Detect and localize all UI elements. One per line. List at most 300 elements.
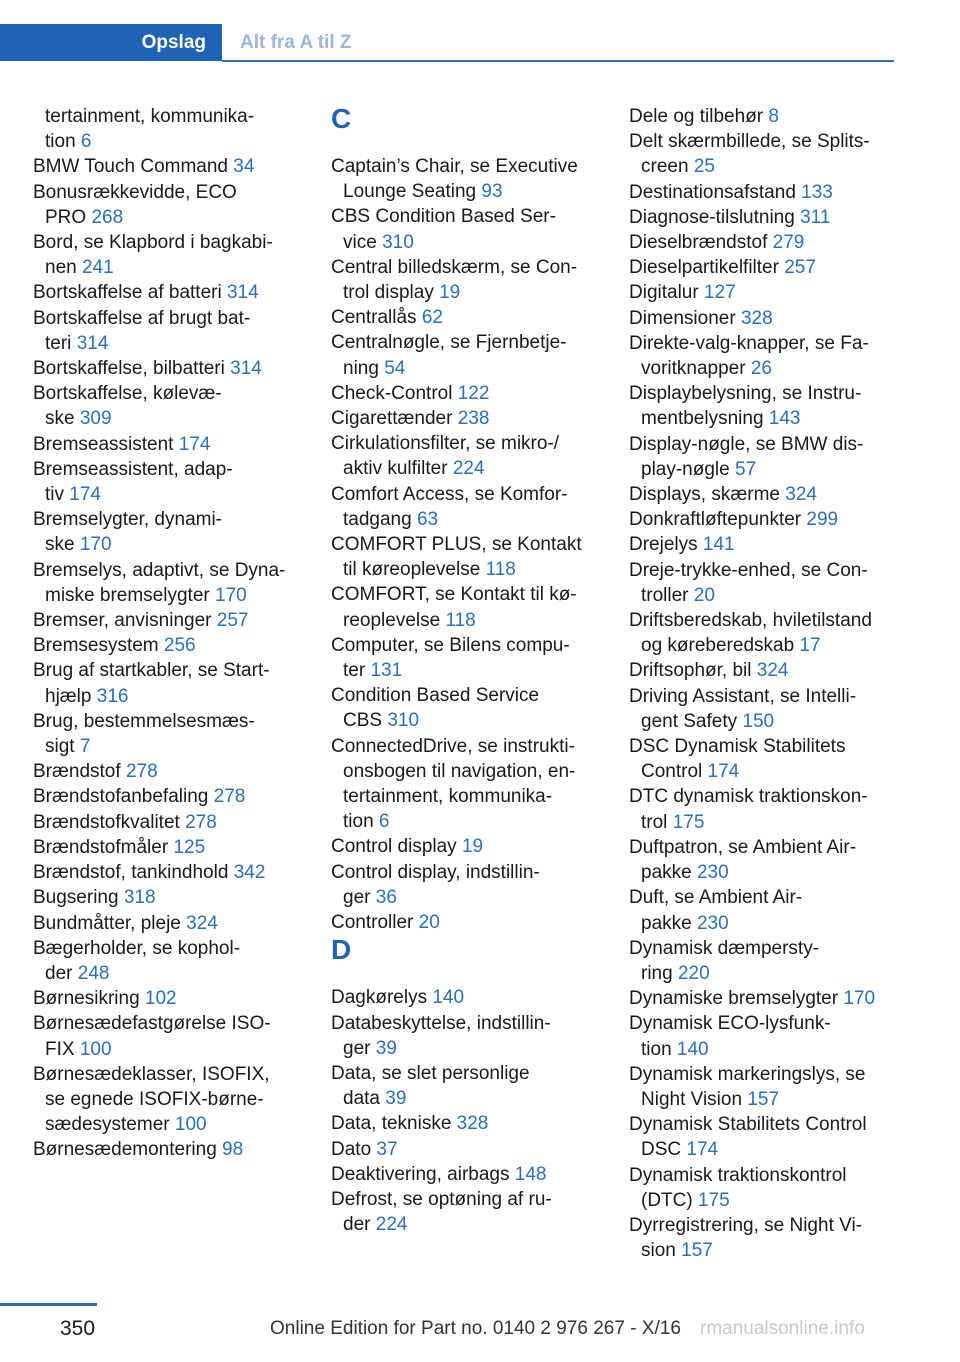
index-entry — [33, 230, 298, 255]
index-page-link[interactable]: 57 — [735, 458, 757, 480]
index-page-link[interactable]: 140 — [432, 987, 465, 1009]
index-entry-text: Control — [641, 761, 708, 783]
index-entry-text: Computer, se Bilens compu- — [331, 634, 570, 656]
index-entry — [331, 582, 599, 607]
index-entry — [33, 180, 298, 205]
footer-accent-bar — [0, 1303, 97, 1306]
index-entry — [331, 834, 599, 859]
index-letter-heading: C — [331, 103, 352, 134]
index-entry-text: Børnesædefastgørelse ISO- — [33, 1013, 271, 1035]
index-entry-continuation — [331, 179, 599, 204]
tab-opslag-label: Opslag — [141, 31, 206, 53]
index-page-link[interactable]: 268 — [91, 206, 124, 228]
index-entry-text: tadgang — [343, 508, 417, 530]
index-page-link[interactable]: 324 — [785, 484, 817, 506]
index-page-link[interactable]: 8 — [768, 106, 779, 127]
index-entry-text: play-nøgle — [641, 458, 735, 480]
index-page-link[interactable]: 174 — [707, 761, 740, 783]
index-page-link[interactable]: 131 — [370, 660, 403, 682]
index-entry-text: vice — [343, 231, 383, 253]
index-page-link[interactable]: 278 — [185, 811, 217, 833]
index-entry-text: ske — [45, 408, 80, 430]
index-entry — [331, 683, 599, 708]
index-entry-text: BMW Touch Command — [33, 156, 234, 178]
index-entry-text: Delt skærmbillede, se Splits- — [629, 131, 870, 153]
index-entry — [629, 1062, 894, 1087]
index-entry-continuation — [33, 331, 298, 356]
index-entry — [629, 835, 894, 860]
index-entry-text: FIX — [45, 1038, 80, 1060]
index-entry-continuation — [33, 583, 298, 608]
index-entry-text: trol — [641, 811, 673, 833]
index-page-link[interactable]: 224 — [375, 1214, 408, 1236]
index-page-link[interactable]: 54 — [384, 357, 406, 379]
index-entry-continuation — [33, 482, 298, 507]
index-entry — [33, 356, 298, 381]
index-entry-text: ning — [343, 357, 385, 379]
index-page-link[interactable]: 20 — [693, 584, 715, 606]
index-page-link[interactable]: 170 — [215, 584, 247, 606]
index-entry-text: sigt — [45, 736, 80, 758]
index-entry-text: sædesystemer — [45, 1114, 175, 1136]
index-page-link[interactable]: 224 — [452, 458, 485, 480]
page-number: 350 — [60, 1317, 96, 1340]
index-page-link[interactable]: 118 — [445, 609, 476, 631]
index-entry — [331, 381, 599, 406]
index-entry — [331, 1137, 599, 1162]
index-entry-text: Cirkulationsfilter, se mikro-/ — [331, 433, 560, 455]
index-page-link[interactable]: 19 — [461, 836, 484, 858]
index-entry — [33, 658, 298, 683]
index-entry-text: Bortskaffelse, kølevæ- — [33, 383, 222, 405]
index-entry — [33, 936, 298, 961]
index-entry-text: tion — [45, 131, 81, 153]
index-entry-text: aktiv kulfilter — [343, 458, 453, 480]
index-page-link[interactable]: 19 — [439, 282, 461, 304]
index-entry-continuation — [331, 885, 599, 910]
index-entry-text: se egnede ISOFIX-børne- — [45, 1088, 264, 1110]
index-entry — [331, 482, 599, 507]
index-entry-text: der — [45, 962, 78, 984]
index-entry-text: Bundmåtter, pleje — [33, 912, 187, 934]
index-page-link[interactable]: 230 — [696, 912, 729, 934]
index-entry-text: creen — [641, 156, 694, 178]
index-page-link[interactable]: 125 — [173, 836, 206, 858]
index-entry-continuation — [33, 1037, 298, 1062]
index-entry-text: COMFORT, se Kontakt til kø- — [331, 584, 577, 606]
index-entry-text: Dynamisk ECO-lysfunk- — [629, 1013, 831, 1035]
index-page-link[interactable]: 314 — [76, 332, 109, 354]
index-entry-text: ger — [343, 886, 376, 908]
index-entry-continuation — [629, 356, 894, 381]
index-entry-text: Digitalur — [629, 282, 704, 304]
index-entry-text: Night Vision — [641, 1088, 748, 1110]
index-entry-text: Central billedskærm, se Con- — [331, 256, 578, 278]
index-entry-continuation — [629, 1238, 894, 1263]
index-page-link[interactable]: 314 — [226, 282, 259, 304]
index-page-link[interactable]: 342 — [233, 862, 266, 884]
index-entry-text: Deaktivering, airbags — [331, 1163, 515, 1185]
index-entry-text: Cigarettænder — [331, 408, 458, 430]
index-entry-continuation — [629, 583, 894, 608]
index-page-link[interactable]: 98 — [222, 1139, 244, 1161]
index-entry-text: Dieselbrændstof — [629, 232, 773, 254]
index-entry — [331, 330, 599, 355]
index-entry-text: og køreberedskab — [641, 635, 800, 657]
index-page-link[interactable]: 174 — [69, 484, 101, 506]
index-page-link[interactable]: 100 — [174, 1114, 207, 1136]
index-entry-continuation — [33, 734, 298, 759]
index-entry-continuation — [331, 759, 599, 784]
header-divider — [222, 60, 894, 62]
index-entry — [629, 1163, 894, 1188]
index-entry-continuation — [33, 1087, 298, 1112]
index-entry — [331, 406, 599, 431]
index-entry-text: Display-nøgle, se BMW dis- — [629, 433, 864, 455]
index-entry-continuation — [629, 406, 894, 431]
index-entry-text: Dieselpartikelfilter — [629, 257, 785, 279]
index-page-link[interactable]: 170 — [843, 988, 876, 1010]
index-page-link[interactable]: 241 — [81, 257, 114, 279]
index-entry-text: Centrallås — [331, 307, 422, 329]
index-entry — [629, 381, 894, 406]
index-entry-text: pakke — [641, 862, 697, 884]
index-page-link[interactable]: 157 — [681, 1240, 713, 1262]
index-entry-text: DTC dynamisk traktionskon- — [629, 786, 868, 808]
index-entry — [331, 305, 599, 330]
index-entry — [629, 205, 894, 230]
index-entry — [33, 709, 298, 734]
index-entry-text: DSC — [641, 1139, 687, 1161]
index-entry — [331, 204, 599, 229]
index-entry — [629, 230, 894, 255]
index-entry-text: Condition Based Service — [331, 685, 540, 707]
index-page-link[interactable]: 278 — [125, 761, 158, 783]
index-column-3 — [629, 104, 894, 1263]
index-page-link[interactable]: 6 — [378, 811, 390, 833]
index-entry-continuation — [331, 784, 599, 809]
index-entry — [331, 154, 599, 179]
index-entry-text: ConnectedDrive, se instrukti- — [331, 735, 575, 757]
index-page-link[interactable]: 143 — [768, 408, 801, 430]
index-entry — [629, 658, 894, 683]
index-entry — [33, 784, 298, 809]
tab-alt-fra-a-til-z[interactable] — [222, 24, 894, 61]
index-entry-text: Duftpatron, se Ambient Air- — [629, 836, 857, 858]
index-entry-text: Donkraftløftepunkter — [629, 509, 807, 531]
index-entry-continuation — [629, 1037, 894, 1062]
index-entry — [629, 532, 894, 557]
index-entry-continuation — [629, 154, 894, 179]
index-entry-text: Dynamisk dæmpersty- — [629, 937, 820, 959]
index-entry-text: Bremseassistent, adap- — [33, 458, 233, 480]
index-entry — [33, 432, 298, 457]
index-entry — [331, 734, 599, 759]
index-entry-text: Brændstofmåler — [33, 836, 174, 858]
index-entry — [33, 1137, 298, 1162]
index-page-link[interactable]: 278 — [213, 786, 246, 808]
index-entry-text: COMFORT PLUS, se Kontakt — [331, 534, 582, 556]
index-entry — [629, 558, 894, 583]
index-entry-continuation — [331, 1036, 599, 1061]
index-entry-text: Dimensioner — [629, 307, 741, 329]
index-page-link[interactable]: 93 — [481, 181, 503, 203]
index-entry-text: Brændstof — [33, 761, 126, 783]
index-entry — [33, 633, 298, 658]
index-entry — [33, 154, 298, 179]
tab-opslag[interactable] — [0, 24, 222, 61]
index-page-link[interactable]: 6 — [80, 131, 92, 153]
index-page-link[interactable]: 141 — [702, 534, 735, 556]
index-entry-text: Brændstofanbefaling — [33, 786, 214, 808]
index-entry-text: Defrost, se optøning af ru- — [331, 1188, 552, 1210]
index-page-link[interactable]: 174 — [686, 1139, 719, 1161]
index-entry-continuation — [33, 532, 298, 557]
index-entry-text: Brændstofkvalitet — [33, 811, 186, 833]
index-page-link[interactable]: 328 — [456, 1113, 489, 1135]
index-entry-text: ter — [343, 660, 371, 682]
index-entry-text: nen — [45, 257, 82, 279]
index-page-link[interactable]: 118 — [485, 559, 516, 581]
index-entry — [629, 255, 894, 280]
index-entry-text: til køreoplevelse — [343, 559, 486, 581]
index-entry — [629, 784, 894, 809]
index-entry-text: PRO — [45, 206, 92, 228]
index-entry — [33, 759, 298, 784]
index-entry-text: Bremselys, adaptivt, se Dyna- — [33, 559, 286, 581]
index-entry — [629, 684, 894, 709]
index-page-link[interactable]: 26 — [750, 358, 772, 380]
index-entry — [33, 1011, 298, 1036]
index-entry-continuation — [331, 507, 599, 532]
index-page-link[interactable]: 102 — [144, 988, 177, 1010]
index-page-link[interactable]: 133 — [801, 181, 833, 203]
index-entry — [33, 558, 298, 583]
index-entry — [33, 507, 298, 532]
index-column-2 — [331, 104, 599, 1237]
index-entry-continuation — [629, 709, 894, 734]
index-page-link[interactable]: 157 — [747, 1088, 780, 1110]
index-entry — [629, 1112, 894, 1137]
index-page-link[interactable]: 174 — [178, 433, 211, 455]
index-page-link[interactable]: 324 — [756, 660, 789, 682]
index-entry — [629, 936, 894, 961]
index-page-link[interactable]: 257 — [784, 257, 816, 279]
index-entry-text: Captain’s Chair, se Executive — [331, 156, 578, 177]
index-entry — [629, 1213, 894, 1238]
index-entry-text: Brug, bestemmelsesmæs- — [33, 710, 255, 732]
index-page-link[interactable]: 100 — [79, 1038, 112, 1060]
index-entry-text: pakke — [641, 912, 697, 934]
index-page-link[interactable]: 17 — [799, 635, 821, 657]
index-entry-continuation — [331, 708, 599, 733]
index-page-link[interactable]: 316 — [96, 685, 129, 707]
index-page-link[interactable]: 248 — [77, 962, 110, 984]
index-entry — [331, 633, 599, 658]
index-entry — [331, 1162, 599, 1187]
index-entry-continuation — [331, 1086, 599, 1111]
index-entry-text: Dato — [331, 1138, 377, 1160]
index-entry-continuation — [629, 810, 894, 835]
index-entry-text: Dreje-trykke-enhed, se Con- — [629, 559, 868, 581]
index-entry-continuation — [629, 860, 894, 885]
index-entry-text: Bægerholder, se kophol- — [33, 937, 241, 959]
index-page-link[interactable]: 34 — [233, 156, 255, 178]
index-entry-continuation — [331, 809, 599, 834]
index-page-link[interactable]: 220 — [677, 962, 710, 984]
index-page-link[interactable]: 122 — [457, 382, 490, 404]
index-entry-text: Bortskaffelse af brugt bat- — [33, 307, 251, 329]
index-entry — [331, 1061, 599, 1086]
index-entry — [629, 432, 894, 457]
index-page-link[interactable]: 318 — [123, 887, 156, 909]
index-page-link[interactable]: 150 — [742, 710, 775, 732]
index-entry-text: Data, se slet personlige — [331, 1062, 530, 1084]
index-entry-text: Dele og tilbehør — [629, 106, 769, 127]
index-page-link[interactable]: 39 — [385, 1088, 407, 1110]
index-entry-continuation — [331, 456, 599, 481]
index-entry-continuation — [629, 961, 894, 986]
index-entry-text: Bugsering — [33, 887, 124, 909]
index-page-link[interactable]: 314 — [230, 358, 262, 380]
index-entry — [629, 482, 894, 507]
index-page-link[interactable]: 25 — [693, 156, 715, 178]
index-entry-text: onsbogen til navigation, en- — [343, 760, 576, 782]
index-entry-text: mentbelysning — [641, 408, 769, 430]
index-page-link[interactable]: 324 — [186, 912, 218, 934]
index-entry-continuation — [33, 129, 298, 154]
index-entry-text: teri — [45, 332, 77, 354]
index-entry — [33, 381, 298, 406]
index-entry-text: data — [343, 1088, 386, 1110]
index-entry-text: Bremsesystem — [33, 635, 164, 657]
index-page-link[interactable]: 170 — [79, 534, 112, 556]
index-entry — [33, 885, 298, 910]
index-entry-text: Dagkørelys — [331, 987, 433, 1009]
index-entry — [629, 104, 894, 129]
index-entry-text: Driftsberedskab, hviletilstand — [629, 610, 872, 632]
index-letter-heading: D — [331, 934, 352, 966]
index-entry-text: Brug af startkabler, se Start- — [33, 660, 270, 682]
index-entry-text: Bremser, anvisninger — [33, 610, 217, 632]
index-entry-text: Diagnose-tilslutning — [629, 206, 801, 228]
index-entry-text: trol display — [343, 282, 440, 304]
index-entry-text: reoplevelse — [343, 609, 446, 631]
index-page-link[interactable]: 63 — [416, 508, 439, 530]
index-entry — [331, 1011, 599, 1036]
index-entry-continuation — [33, 1112, 298, 1137]
index-page-link[interactable]: 7 — [79, 736, 91, 758]
index-entry-text: Børnesædeklasser, ISOFIX, — [33, 1063, 270, 1085]
index-entry — [629, 734, 894, 759]
index-page-link[interactable]: 37 — [376, 1138, 398, 1160]
index-entry-text: Duft, se Ambient Air- — [629, 887, 803, 909]
index-entry-text: tiv — [45, 484, 70, 506]
index-entry — [33, 810, 298, 835]
index-entry-text: CBS — [343, 710, 388, 732]
index-page-link[interactable]: 256 — [163, 635, 196, 657]
index-page-link[interactable]: 62 — [421, 307, 443, 329]
index-page-link[interactable]: 175 — [672, 811, 705, 833]
index-entry-text: ring — [641, 962, 678, 984]
index-page-link[interactable]: 311 — [800, 206, 831, 228]
index-entry-text: Check-Control — [331, 382, 458, 404]
index-entry-text: Controller — [331, 912, 419, 934]
index-entry-continuation — [331, 356, 599, 381]
index-entry — [33, 608, 298, 633]
index-entry-continuation — [331, 658, 599, 683]
index-entry-text: Bremselygter, dynami- — [33, 509, 223, 531]
index-page-link[interactable]: 328 — [740, 307, 773, 329]
index-column-1 — [33, 104, 298, 1163]
index-page-link[interactable]: 310 — [382, 231, 414, 253]
index-entry-continuation — [33, 406, 298, 431]
index-entry-text: Dynamisk markeringslys, se — [629, 1063, 866, 1085]
index-entry-text: Destinationsafstand — [629, 181, 802, 203]
index-entry-text: Driving Assistant, se Intelli- — [629, 685, 857, 707]
index-entry — [33, 306, 298, 331]
index-page-link[interactable]: 175 — [697, 1189, 730, 1211]
index-entry-continuation — [331, 1212, 599, 1237]
index-entry-text: Dyrregistrering, se Night Vi- — [629, 1214, 863, 1236]
index-entry-continuation — [629, 911, 894, 936]
index-entry-text: CBS Condition Based Ser- — [331, 206, 556, 228]
index-page-link[interactable]: 148 — [514, 1163, 547, 1185]
index-entry — [629, 306, 894, 331]
index-entry-continuation — [629, 759, 894, 784]
index-entry — [331, 255, 599, 280]
index-page-link[interactable]: 140 — [676, 1038, 709, 1060]
index-page-link[interactable]: 299 — [806, 509, 839, 531]
index-entry-continuation — [33, 205, 298, 230]
index-entry-text: tion — [641, 1038, 677, 1060]
index-page-link[interactable]: 310 — [387, 710, 420, 732]
index-page-link[interactable]: 279 — [772, 232, 805, 254]
index-entry-continuation — [33, 961, 298, 986]
index-entry-text: Centralnøgle, se Fjernbetje- — [331, 332, 567, 354]
index-entry — [629, 1011, 894, 1036]
index-page-link[interactable]: 127 — [703, 282, 736, 304]
index-page-link[interactable]: 257 — [216, 610, 249, 632]
index-entry-text: miske bremselygter — [45, 584, 215, 606]
index-entry-continuation — [629, 457, 894, 482]
index-entry — [629, 507, 894, 532]
index-entry-text: tertainment, kommunika- — [45, 106, 255, 127]
index-entry-continuation — [331, 280, 599, 305]
index-entry-text: Bremseassistent — [33, 433, 179, 455]
index-entry — [331, 1187, 599, 1212]
index-entry-text: Børnesædemontering — [33, 1139, 223, 1161]
index-entry-text: Data, tekniske — [331, 1113, 457, 1135]
index-page-link[interactable]: 309 — [79, 408, 112, 430]
index-entry-text: Lounge Seating — [343, 181, 482, 203]
index-entry — [33, 1062, 298, 1087]
index-entry-text: Børnesikring — [33, 988, 145, 1010]
index-page-link[interactable]: 230 — [696, 862, 729, 884]
index-entry-text: Dynamiske bremselygter — [629, 988, 844, 1010]
index-entry — [33, 860, 298, 885]
index-page-link[interactable]: 20 — [418, 912, 440, 934]
index-page-link[interactable]: 36 — [375, 886, 397, 908]
index-entry-text: voritknapper — [641, 358, 751, 380]
index-entry-text: Dynamisk traktionskontrol — [629, 1164, 847, 1186]
index-entry — [33, 986, 298, 1011]
index-entry-text: Direkte-valg-knapper, se Fa- — [629, 332, 869, 354]
index-page-link[interactable]: 238 — [457, 408, 490, 430]
index-entry-continuation — [33, 684, 298, 709]
index-page-link[interactable]: 39 — [375, 1037, 397, 1059]
index-entry-continuation — [331, 608, 599, 633]
